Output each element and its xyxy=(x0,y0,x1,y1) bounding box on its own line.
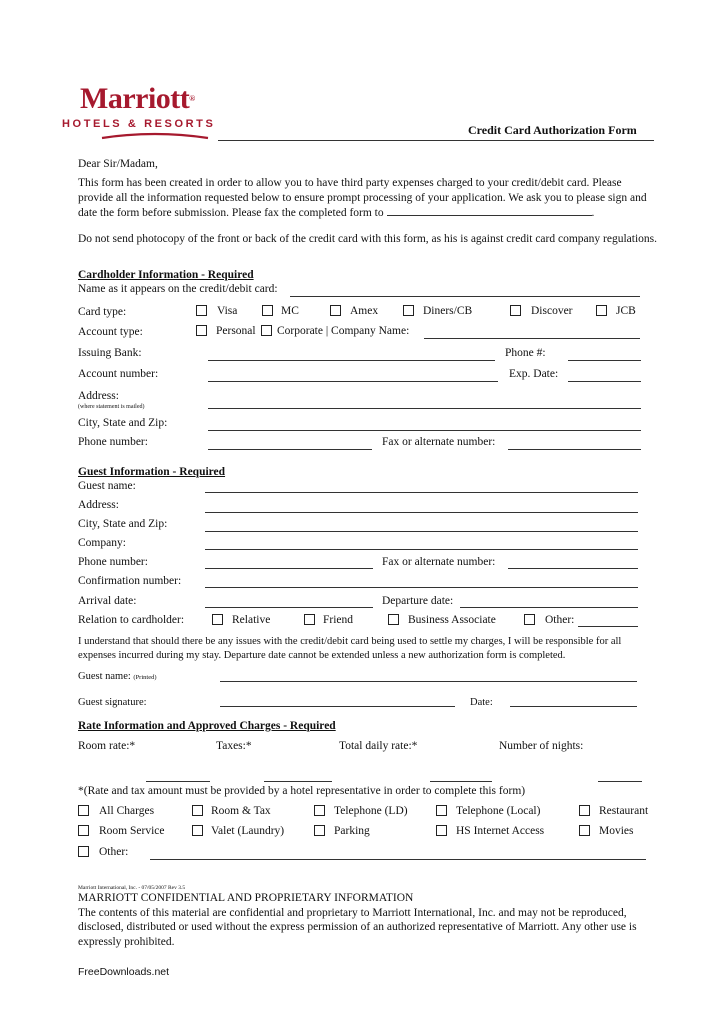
guest-name-field[interactable] xyxy=(205,492,638,493)
card-type-label: Card type: xyxy=(78,306,127,318)
title-rule xyxy=(218,140,654,141)
account-type-label: Account type: xyxy=(78,326,143,338)
checkbox-visa[interactable] xyxy=(196,305,207,316)
checkbox-hs-internet[interactable] xyxy=(436,825,447,836)
rate-note: *(Rate and tax amount must be provided by a hotel representative in order to complete this form) xyxy=(78,785,526,797)
rate-heading: Rate Information and Approved Charges - Required xyxy=(78,720,336,732)
checkbox-jcb[interactable] xyxy=(596,305,607,316)
checkbox-personal[interactable] xyxy=(196,325,207,336)
label-visa: Visa xyxy=(217,305,238,317)
checkbox-movies[interactable] xyxy=(579,825,590,836)
label-hs-internet: HS Internet Access xyxy=(456,825,545,837)
checkbox-discover[interactable] xyxy=(510,305,521,316)
confidential-block xyxy=(78,891,637,949)
taxes-field[interactable] xyxy=(264,781,332,782)
confirmation-field[interactable] xyxy=(205,587,638,588)
understand-line-2: expenses incurred during my stay. Departure date cannot be extended unless a new authorization form is completed. xyxy=(78,650,566,661)
intro-line-3 xyxy=(78,205,647,221)
label-all-charges: All Charges xyxy=(99,805,155,817)
address-field[interactable] xyxy=(208,408,641,409)
checkbox-other-charges[interactable] xyxy=(78,846,89,857)
guest-city-label: City, State and Zip: xyxy=(78,518,168,530)
issuing-bank-field[interactable] xyxy=(208,360,495,361)
bank-phone-label: Phone #: xyxy=(505,347,546,359)
logo-reg-mark: ® xyxy=(189,94,195,103)
revision-note: Marriott International, Inc. - 07/05/2007 Rev 3.5 xyxy=(78,885,186,891)
signature-date-field[interactable] xyxy=(510,706,637,707)
guest-printed-name-text: Guest name: xyxy=(78,671,131,682)
logo-wordmark xyxy=(80,84,195,114)
other-charges-field[interactable] xyxy=(150,859,646,860)
checkbox-other-relation[interactable] xyxy=(524,614,535,625)
phone-number-field[interactable] xyxy=(208,449,372,450)
label-business-associate: Business Associate xyxy=(408,614,496,626)
marriott-logo xyxy=(60,80,230,142)
logo-swoosh-icon xyxy=(100,131,210,141)
site-watermark: FreeDownloads.net xyxy=(78,966,170,978)
confidential-line-3: expressly prohibited. xyxy=(78,935,175,948)
checkbox-restaurant[interactable] xyxy=(579,805,590,816)
checkbox-room-tax[interactable] xyxy=(192,805,203,816)
label-mc: MC xyxy=(281,305,299,317)
total-daily-field[interactable] xyxy=(430,781,492,782)
exp-date-label: Exp. Date: xyxy=(509,368,559,380)
label-friend: Friend xyxy=(323,614,354,626)
account-number-label: Account number: xyxy=(78,368,159,380)
company-field[interactable] xyxy=(205,549,638,550)
label-movies: Movies xyxy=(599,825,634,837)
fax-label: Fax or alternate number: xyxy=(382,436,496,448)
label-diners: Diners/CB xyxy=(423,305,473,317)
guest-city-field[interactable] xyxy=(205,531,638,532)
label-parking: Parking xyxy=(334,825,370,837)
other-relation-field[interactable] xyxy=(578,626,638,627)
checkbox-relative[interactable] xyxy=(212,614,223,625)
company-label: Company: xyxy=(78,537,126,549)
departure-field[interactable] xyxy=(460,607,638,608)
nights-label: Number of nights: xyxy=(499,740,584,752)
confirmation-label: Confirmation number: xyxy=(78,575,182,587)
logo-brand-text: Marriott xyxy=(80,82,190,115)
confidential-line-2: disclosed, distributed or used without the express permission of an authorized representative of Marriott. Any other use is xyxy=(78,921,637,933)
form-title: Credit Card Authorization Form xyxy=(468,123,637,137)
room-rate-label: Room rate:* xyxy=(78,740,136,752)
issuing-bank-label: Issuing Bank: xyxy=(78,347,142,359)
checkbox-mc[interactable] xyxy=(262,305,273,316)
address-label: Address: xyxy=(78,390,119,402)
label-telephone-local: Telephone (Local) xyxy=(456,805,541,817)
label-other-relation: Other: xyxy=(545,614,575,626)
checkbox-valet-laundry[interactable] xyxy=(192,825,203,836)
room-rate-field[interactable] xyxy=(146,781,210,782)
label-personal: Personal xyxy=(216,325,256,337)
guest-heading: Guest Information - Required xyxy=(78,466,226,478)
nights-field[interactable] xyxy=(598,781,642,782)
guest-printed-name-field[interactable] xyxy=(220,681,637,682)
checkbox-amex[interactable] xyxy=(330,305,341,316)
bank-phone-field[interactable] xyxy=(568,360,641,361)
logo-subbrand: HOTELS & RESORTS xyxy=(62,118,216,130)
label-discover: Discover xyxy=(531,305,573,317)
guest-signature-field[interactable] xyxy=(220,706,455,707)
label-other-charges: Other: xyxy=(99,846,129,858)
cardholder-heading: Cardholder Information - Required xyxy=(78,269,254,281)
account-number-field[interactable] xyxy=(208,381,498,382)
guest-name-label: Guest name: xyxy=(78,480,136,492)
guest-fax-label: Fax or alternate number: xyxy=(382,556,496,568)
checkbox-friend[interactable] xyxy=(304,614,315,625)
intro-paragraph-1 xyxy=(78,176,647,221)
address-note: (where statement is mailed) xyxy=(78,404,145,410)
fax-field[interactable] xyxy=(508,449,641,450)
cardholder-subheading: Name as it appears on the credit/debit card: xyxy=(78,283,278,295)
intro-paragraph-2: Do not send photocopy of the front or back of the credit card with this form, as his is against credit card company regulations. xyxy=(78,233,657,245)
city-state-zip-label: City, State and Zip: xyxy=(78,417,168,429)
label-jcb: JCB xyxy=(616,305,636,317)
total-daily-label: Total daily rate:* xyxy=(339,740,418,752)
guest-address-label: Address: xyxy=(78,499,119,511)
label-telephone-ld: Telephone (LD) xyxy=(334,805,408,817)
departure-label: Departure date: xyxy=(382,595,454,607)
confidential-title: MARRIOTT CONFIDENTIAL AND PROPRIETARY INFORMATION xyxy=(78,892,414,904)
exp-date-field[interactable] xyxy=(568,381,641,382)
checkbox-parking[interactable] xyxy=(314,825,325,836)
label-room-tax: Room & Tax xyxy=(211,805,271,817)
checkbox-business-associate[interactable] xyxy=(388,614,399,625)
phone-number-label: Phone number: xyxy=(78,436,148,448)
checkbox-all-charges[interactable] xyxy=(78,805,89,816)
understand-line-1: I understand that should there be any issues with the credit/debit card being used to settle my charges, I will be responsible for all xyxy=(78,636,622,647)
relation-label: Relation to cardholder: xyxy=(78,614,185,626)
fax-number-field[interactable] xyxy=(387,205,592,216)
company-name-field[interactable] xyxy=(424,338,640,339)
salutation: Dear Sir/Madam, xyxy=(78,158,158,170)
intro-line-1: This form has been created in order to allow you to have third party expenses charged to your credit/debit card. Please xyxy=(78,177,622,189)
taxes-label: Taxes:* xyxy=(216,740,252,752)
city-state-zip-field[interactable] xyxy=(208,430,641,431)
guest-phone-label: Phone number: xyxy=(78,556,148,568)
intro-line-2: provide all the information requested below to ensure prompt processing of your application. We ask you to please sign and xyxy=(78,191,647,204)
arrival-field[interactable] xyxy=(205,607,373,608)
checkbox-room-service[interactable] xyxy=(78,825,89,836)
intro-line-3-end: . xyxy=(591,207,595,219)
guest-printed-name-label xyxy=(78,670,157,684)
arrival-label: Arrival date: xyxy=(78,595,137,607)
printed-note: (Printed) xyxy=(133,674,157,681)
confidential-line-1: The contents of this material are confidential and proprietary to Marriott International, Inc. and may not be reproduced, xyxy=(78,906,627,919)
intro-line-3-text: date the form before submission. Please fax the completed form to xyxy=(78,207,384,219)
label-amex: Amex xyxy=(350,305,379,317)
label-restaurant: Restaurant xyxy=(599,805,649,817)
guest-address-field[interactable] xyxy=(205,512,638,513)
guest-fax-field[interactable] xyxy=(508,568,638,569)
label-room-service: Room Service xyxy=(99,825,165,837)
label-valet-laundry: Valet (Laundry) xyxy=(211,825,285,837)
cardholder-name-field[interactable] xyxy=(290,296,640,297)
guest-signature-label: Guest signature: xyxy=(78,697,147,708)
checkbox-diners[interactable] xyxy=(403,305,414,316)
checkbox-telephone-ld[interactable] xyxy=(314,805,325,816)
checkbox-corporate[interactable] xyxy=(261,325,272,336)
label-relative: Relative xyxy=(232,614,271,626)
signature-date-label: Date: xyxy=(470,697,493,708)
checkbox-telephone-local[interactable] xyxy=(436,805,447,816)
guest-phone-field[interactable] xyxy=(205,568,373,569)
label-corporate: Corporate | Company Name: xyxy=(277,325,410,337)
